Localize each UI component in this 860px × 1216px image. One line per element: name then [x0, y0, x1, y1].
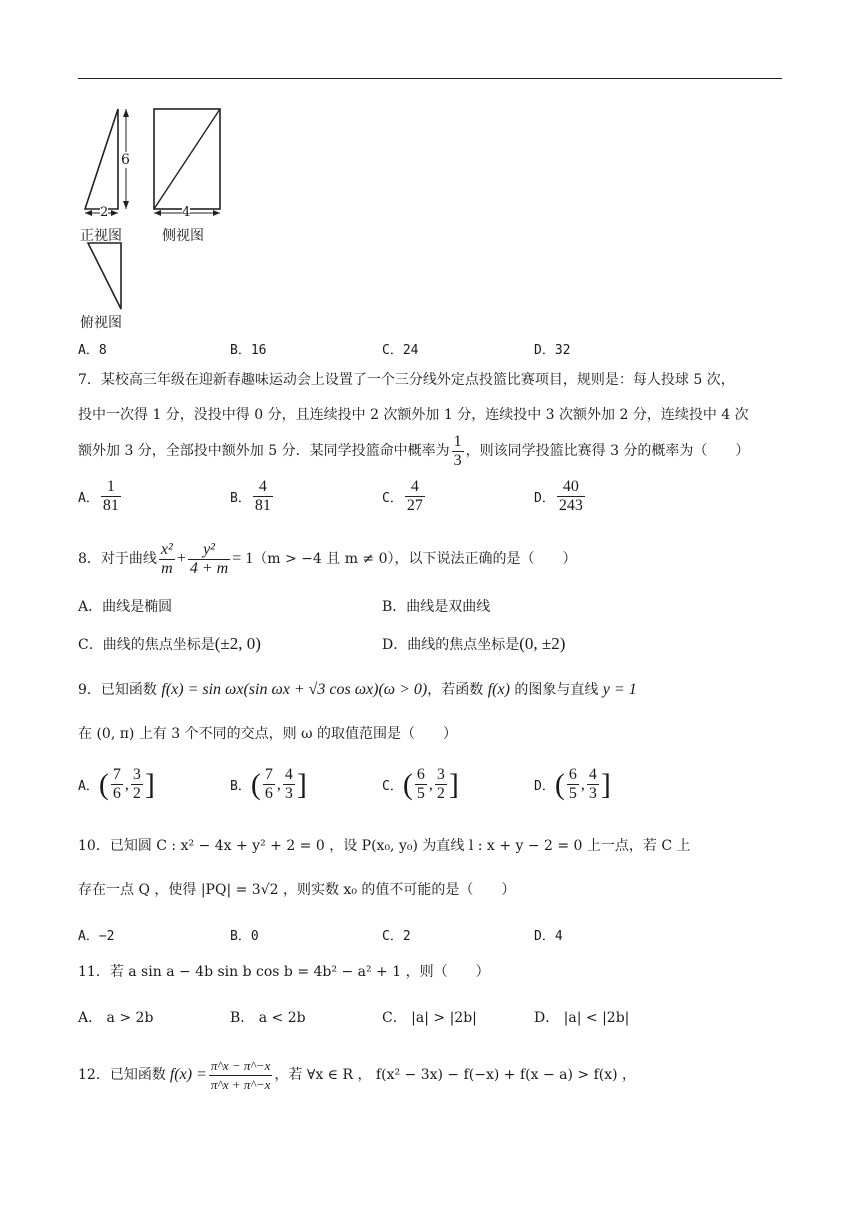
q9-option-a: A． ( $\frac{7}{6}$ , $\frac{3}{2}$ ]: [78, 766, 155, 802]
q9-option-c: C． ( $\frac{6}{5}$ , $\frac{3}{2}$ ]: [382, 766, 459, 802]
q11-option-b: B． a < 2b: [230, 1010, 306, 1026]
dim-4-label: 4: [182, 205, 191, 220]
q7-option-b: B． $\frac{4}{81}$: [230, 478, 271, 514]
q7-prob-fraction: $\frac{1}{3}$: [453, 432, 462, 469]
q7-line2: 投中一次得 1 分，没投中得 0 分，且连续投中 2 次额外加 1 分，连续投中 3 次额外加 2 分，连续投中 4 次: [78, 407, 749, 423]
q10-line1: 10．已知圆 C : x² − 4x + y² + 2 = 0 ，设 P(x₀, y₀) 为直线 l : x + y − 2 = 0 上一点，若 C 上: [78, 838, 691, 854]
q10-option-c: C．2: [382, 929, 411, 944]
q11-line1: 11．若 a sin a − 4b sin b cos b = 4b² − a² + 1 ，则（ ）: [78, 964, 490, 980]
q6-option-c: C．24: [382, 343, 419, 358]
q8-option-a: A．曲线是椭圆: [78, 599, 173, 615]
q8-option-b: B．曲线是双曲线: [382, 599, 491, 615]
q9-option-d: D． ( $\frac{6}{5}$ , $\frac{4}{3}$ ]: [534, 766, 611, 802]
q10-option-d: D．4: [534, 929, 563, 944]
q10-option-a: A．−2: [78, 929, 115, 944]
q7-line3: [78, 430, 749, 472]
q8-prefix: 8．对于曲线: [78, 551, 157, 567]
q9-option-b: B． ( $\frac{7}{6}$ , $\frac{4}{3}$ ]: [230, 766, 307, 802]
header-rule: [78, 78, 782, 79]
q12-condition: ，若 ∀x ∈ R ， f(x² − 3x) − f(−x) + f(x − a) > f(x) ，: [274, 1067, 637, 1083]
q12-stem: [78, 1052, 636, 1098]
side-view-label: 侧视图: [162, 228, 204, 244]
q6-option-a: A．8: [78, 343, 107, 358]
q8-condition: （m > −4 且 m ≠ 0），以下说法正确的是（ ）: [253, 551, 577, 567]
q12-prefix: 12．已知函数: [78, 1067, 166, 1083]
top-view-label: 俯视图: [80, 315, 122, 331]
q9-options: [78, 766, 778, 803]
q7-line3-text: 额外加 3 分，全部投中额外加 5 分．某同学投篮命中概率为: [78, 443, 450, 459]
q12-fx: f(x) =: [169, 1066, 207, 1083]
dim-6-label: 6: [121, 152, 130, 168]
q7-option-c: C． $\frac{4}{27}$: [382, 478, 423, 514]
q9-line1: 9．已知函数 f(x) = sin ωx(sin ωx + √3 cos ωx)(ω > 0)，若函数 f(x) 的图象与直线 y = 1: [78, 681, 637, 698]
q6-option-d: D．32: [534, 343, 571, 358]
q10-line2: 存在一点 Q ，使得 |PQ| = 3√2 ，则实数 x₀ 的值不可能的是（ ）: [78, 882, 516, 898]
top-view-shape: [88, 243, 121, 309]
q11-option-a: A． a > 2b: [78, 1010, 154, 1026]
front-view-shape: [85, 109, 118, 209]
q8-option-c: C．曲线的焦点坐标是(±2, 0): [78, 634, 261, 653]
q9-function: f(x) = sin ωx(sin ωx + √3 cos ωx)(ω > 0): [161, 681, 428, 698]
q6-option-b: B．16: [230, 343, 267, 358]
q9-line2: 在 (0, π) 上有 3 个不同的交点，则 ω 的取值范围是（ ）: [78, 726, 457, 742]
q7-options: [78, 478, 778, 515]
q7-line3-tail: ，则该同学投篮比赛得 3 分的概率为（ ）: [465, 443, 750, 459]
q11-option-c: C． |a| > |2b|: [382, 1010, 477, 1026]
q7-option-a: A． $\frac{1}{81}$: [78, 478, 119, 514]
q8-frac-x: $\frac{\text{x²}}{m}$: [160, 540, 173, 577]
three-view-figure: [78, 100, 258, 340]
q7-option-d: D． $\frac{40}{243}$: [534, 478, 583, 514]
q10-option-b: B．0: [230, 929, 259, 944]
q8-option-d: D．曲线的焦点坐标是(0, ±2): [382, 634, 566, 653]
q11-option-d: D． |a| < |2b|: [534, 1010, 630, 1026]
front-view-label: 正视图: [80, 228, 122, 244]
dim-2-label: 2: [100, 205, 109, 220]
q8-frac-y: $\frac{\text{y²}}{4 + m}$: [189, 540, 229, 577]
q12-fraction: $\frac{\pi\^{}x - \pi\^{}-x}{\pi\^{}x + \pi\^{}-x}$: [210, 1057, 271, 1092]
q8-stem: 8．对于曲线 $\frac{\text{x²}}{m}$ + $\frac{\text{y²}}{4 + m}$ = 1 （m > −4 且 m ≠ 0），以下说法正确的是（ ）: [78, 540, 577, 577]
q7-line1: 7．某校高三年级在迎新春趣味运动会上设置了一个三分线外定点投篮比赛项目，规则是：每人投球 5 次，: [78, 372, 735, 388]
